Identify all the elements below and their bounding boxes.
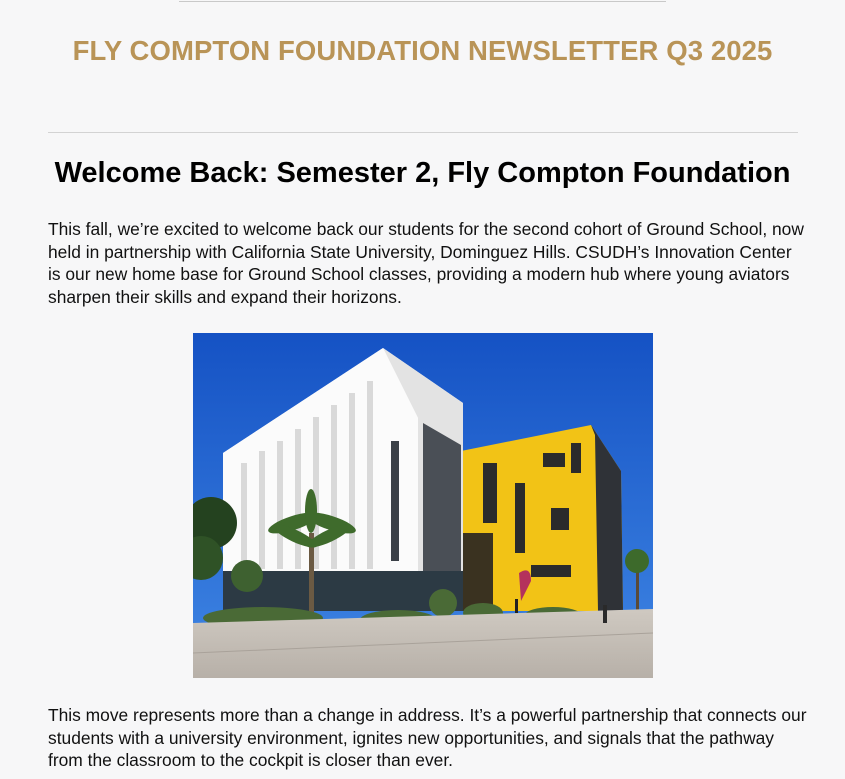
- newsletter-title: FLY COMPTON FOUNDATION NEWSLETTER Q3 2025: [72, 35, 773, 66]
- article-paragraph-intro: This fall, we’re excited to welcome back our students for the second cohort of Ground School, now held in partnership with California State University, Dominguez Hills. CSUDH’s Innovation Center is our new home base for Ground School classes, providing a modern hub where young aviators sharpen their skills and expand their horizons.: [48, 219, 804, 307]
- top-divider: [179, 1, 666, 2]
- article-paragraph-partnership: This move represents more than a change in address. It’s a powerful partnership that connects our students with a university environment, ignites new opportunities, and signals that the pathway from the classroom to the cockpit is closer than ever.: [48, 705, 807, 770]
- innovation-center-photo: [193, 333, 653, 678]
- section-divider: [48, 132, 798, 133]
- article-title: Welcome Back: Semester 2, Fly Compton Foundation: [54, 157, 791, 189]
